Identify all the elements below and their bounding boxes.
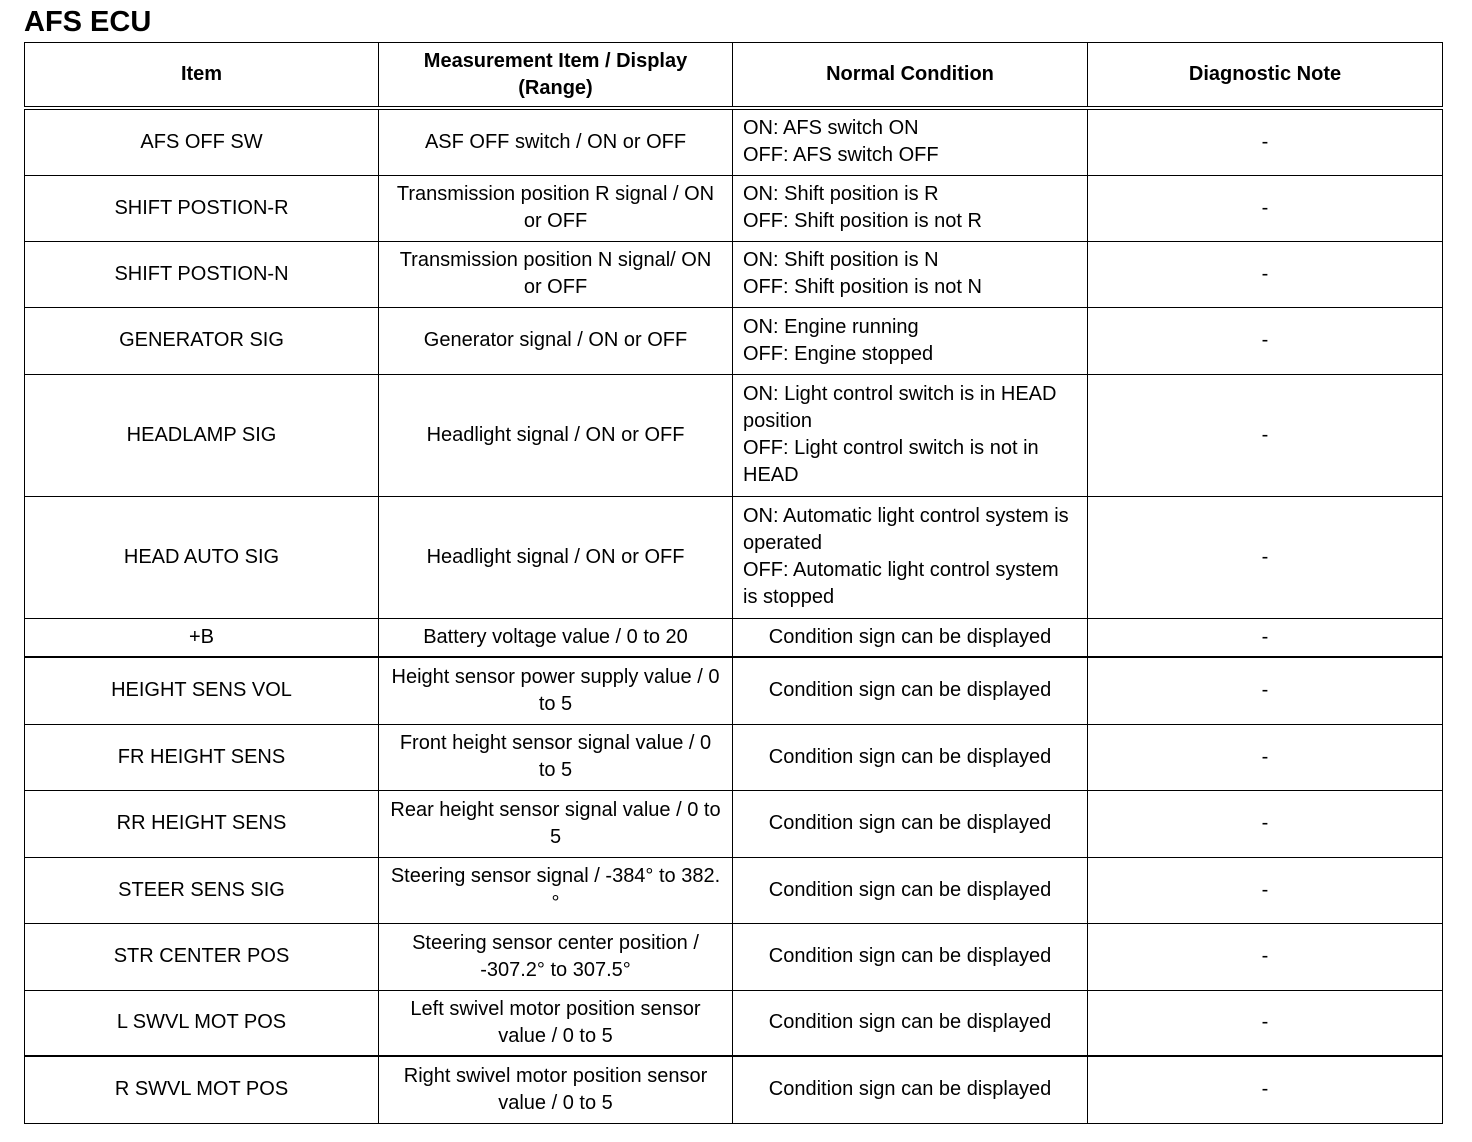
cell-measurement: Transmission position N signal/ ON or OFF [379,241,733,307]
cell-measurement: Steering sensor center position / -307.2° to 307.5° [379,923,733,990]
table-row [25,790,1443,857]
header-measurement: Measurement Item / Display (Range) [379,43,733,109]
table-row [25,241,1443,307]
condition-line: ON: Automatic light control system is operated [743,505,1069,554]
table-row [25,724,1443,790]
header-diagnostic-note: Diagnostic Note [1088,43,1443,109]
condition-line: ON: Light control switch is in HEAD position [743,383,1057,432]
cell-normal-condition [733,307,1088,374]
cell-normal-condition [733,857,1088,923]
condition-line: OFF: AFS switch OFF [743,144,939,167]
cell-diagnostic-note: - [1088,657,1443,724]
cell-normal-condition [733,990,1088,1056]
cell-diagnostic-note: - [1088,496,1443,618]
cell-item: L SWVL MOT POS [25,990,379,1056]
cell-normal-condition [733,496,1088,618]
condition-line: OFF: Light control switch is not in HEAD [743,437,1039,486]
table-row [25,496,1443,618]
table-row [25,857,1443,923]
condition-line: Condition sign can be displayed [768,878,1052,901]
cell-normal-condition [733,923,1088,990]
condition-line: ON: Shift position is R [743,183,939,205]
cell-measurement: Left swivel motor position sensor value / 0 to 5 [379,990,733,1056]
cell-measurement: Transmission position R signal / ON or OFF [379,175,733,241]
header-normal-condition: Normal Condition [733,43,1088,109]
cell-diagnostic-note: - [1088,724,1443,790]
table-body [25,108,1443,1123]
header-item: Item [25,43,379,109]
cell-item: HEAD AUTO SIG [25,496,379,618]
cell-diagnostic-note: - [1088,175,1443,241]
table-row [25,175,1443,241]
cell-item: STEER SENS SIG [25,857,379,923]
cell-normal-condition [733,618,1088,657]
cell-item: GENERATOR SIG [25,307,379,374]
cell-diagnostic-note: - [1088,374,1443,496]
cell-item: R SWVL MOT POS [25,1056,379,1123]
cell-normal-condition [733,108,1088,175]
cell-normal-condition [733,175,1088,241]
cell-measurement: Generator signal / ON or OFF [379,307,733,374]
condition-line: Condition sign can be displayed [768,745,1052,768]
table-row [25,1056,1443,1123]
condition-line: OFF: Automatic light control system is stopped [743,559,1059,608]
cell-diagnostic-note: - [1088,990,1443,1056]
condition-line: OFF: Shift position is not N [743,276,982,298]
cell-measurement: Height sensor power supply value / 0 to 5 [379,657,733,724]
condition-line: Condition sign can be displayed [768,679,1052,702]
cell-normal-condition [733,790,1088,857]
cell-item: FR HEIGHT SENS [25,724,379,790]
cell-diagnostic-note: - [1088,1056,1443,1123]
condition-line: Condition sign can be displayed [768,625,1052,648]
condition-line: Condition sign can be displayed [768,945,1052,967]
cell-measurement: Front height sensor signal value / 0 to 5 [379,724,733,790]
condition-line: Condition sign can be displayed [768,1078,1052,1101]
cell-item: +B [25,618,379,657]
cell-item: HEADLAMP SIG [25,374,379,496]
cell-measurement: Headlight signal / ON or OFF [379,374,733,496]
cell-measurement: Battery voltage value / 0 to 20 [379,618,733,657]
cell-diagnostic-note: - [1088,307,1443,374]
condition-line: Condition sign can be displayed [768,1011,1052,1034]
condition-line: ON: Shift position is N [743,249,939,271]
cell-normal-condition [733,657,1088,724]
cell-diagnostic-note: - [1088,923,1443,990]
cell-diagnostic-note: - [1088,241,1443,307]
cell-measurement: Steering sensor signal / -384° to 382.° [379,857,733,923]
cell-item: STR CENTER POS [25,923,379,990]
cell-measurement: ASF OFF switch / ON or OFF [379,108,733,175]
cell-item: RR HEIGHT SENS [25,790,379,857]
afs-ecu-table [24,42,1443,1124]
cell-diagnostic-note: - [1088,857,1443,923]
cell-item: SHIFT POSTION-N [25,241,379,307]
table-row [25,923,1443,990]
table-row [25,990,1443,1056]
condition-line: OFF: Engine stopped [743,342,934,365]
condition-line: Condition sign can be displayed [768,812,1052,834]
cell-diagnostic-note: - [1088,790,1443,857]
table-row [25,657,1443,724]
table-row [25,307,1443,374]
cell-normal-condition [733,241,1088,307]
cell-normal-condition [733,724,1088,790]
page-title: AFS ECU [24,6,152,38]
condition-line: OFF: Shift position is not R [743,210,982,232]
cell-diagnostic-note: - [1088,108,1443,175]
table-row [25,108,1443,175]
cell-normal-condition [733,1056,1088,1123]
cell-diagnostic-note: - [1088,618,1443,657]
table-row [25,374,1443,496]
cell-measurement: Headlight signal / ON or OFF [379,496,733,618]
cell-normal-condition [733,374,1088,496]
condition-line: ON: Engine running [743,315,919,338]
table-row [25,618,1443,657]
cell-measurement: Rear height sensor signal value / 0 to 5 [379,790,733,857]
cell-item: SHIFT POSTION-R [25,175,379,241]
cell-measurement: Right swivel motor position sensor value / 0 to 5 [379,1056,733,1123]
cell-item: HEIGHT SENS VOL [25,657,379,724]
condition-line: ON: AFS switch ON [743,117,919,140]
header-row [25,43,1443,109]
cell-item: AFS OFF SW [25,108,379,175]
